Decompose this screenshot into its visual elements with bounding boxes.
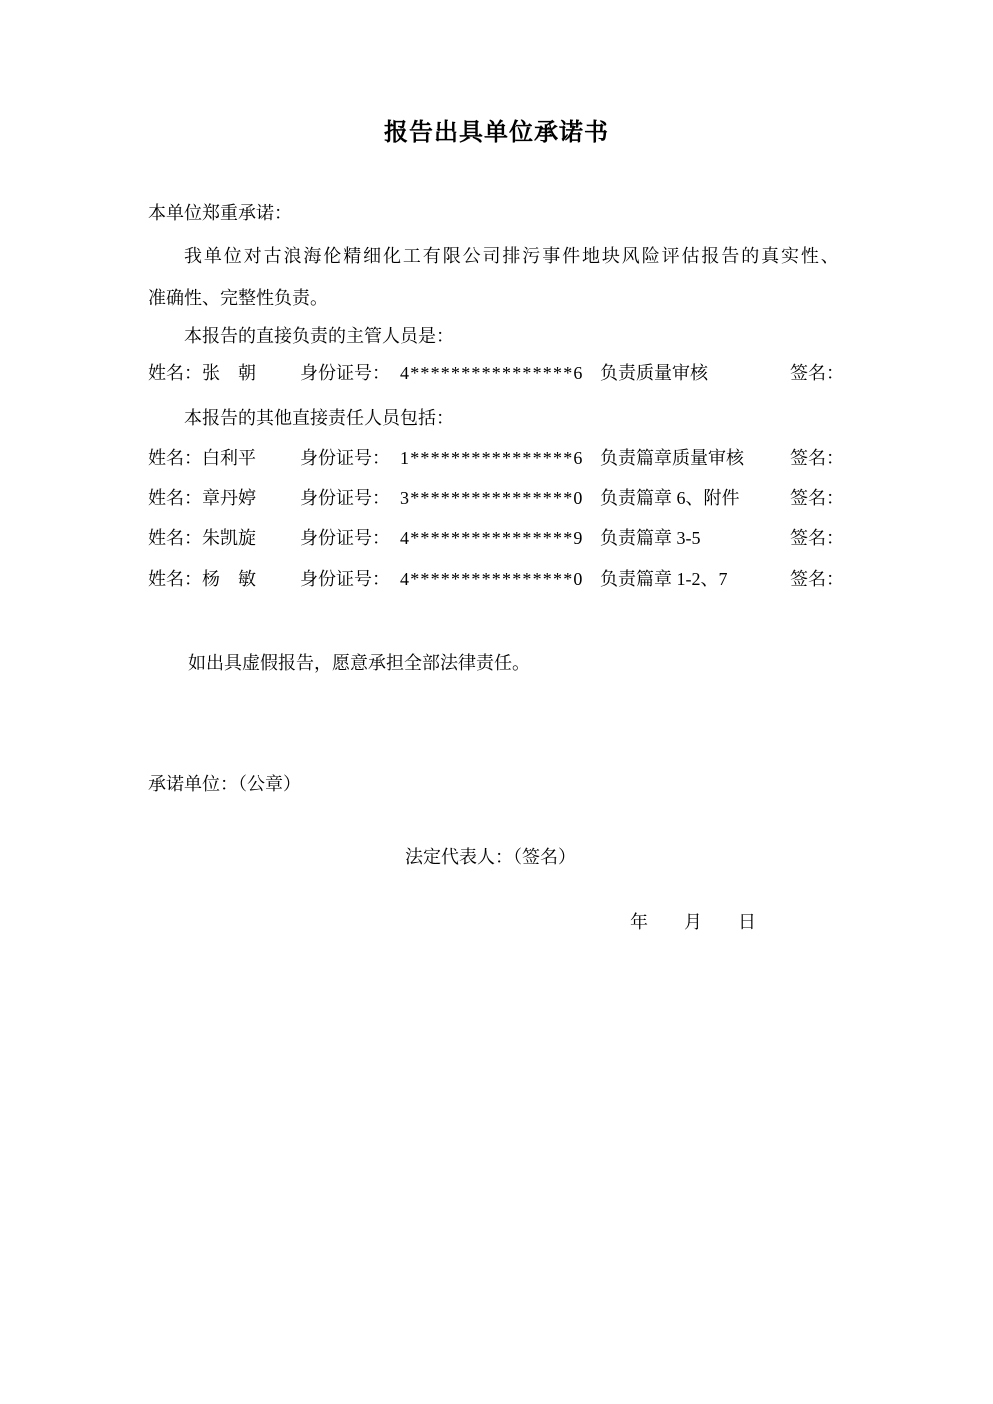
legal-representative-line: 法定代表人：（签名） bbox=[405, 847, 576, 867]
name-label: 姓名： bbox=[148, 528, 202, 548]
name-label: 姓名： bbox=[148, 448, 202, 468]
document-title: 报告出具单位承诺书 bbox=[384, 120, 609, 146]
id-number-label: 身份证号： bbox=[300, 448, 390, 468]
person-name-value: 章丹婷 bbox=[202, 488, 256, 508]
signature-label: 签名： bbox=[790, 528, 844, 548]
personnel-row-supervisor bbox=[148, 362, 845, 384]
id-number-label: 身份证号： bbox=[300, 488, 390, 508]
id-number-value: 4****************0 bbox=[400, 569, 584, 589]
personnel-row-3 bbox=[148, 527, 845, 549]
role-text: 负责篇章质量审核 bbox=[600, 448, 744, 468]
signature-label: 签名： bbox=[790, 363, 844, 383]
statement-line-2: 准确性、完整性负责。 bbox=[148, 288, 328, 308]
role-text: 负责篇章 3-5 bbox=[600, 528, 701, 548]
unit-seal-line: 承诺单位：（公章） bbox=[148, 774, 301, 794]
signature-label: 签名： bbox=[790, 488, 844, 508]
liability-statement: 如出具虚假报告，愿意承担全部法律责任。 bbox=[188, 653, 530, 673]
name-label: 姓名： bbox=[148, 488, 202, 508]
person-name-value: 白利平 bbox=[202, 448, 256, 468]
person-name bbox=[148, 362, 256, 384]
personnel-row-1 bbox=[148, 447, 845, 469]
intro-line: 本单位郑重承诺： bbox=[148, 203, 292, 223]
person-name-value: 张 朝 bbox=[202, 363, 256, 383]
statement-line-1: 我单位对古浪海伦精细化工有限公司排污事件地块风险评估报告的真实性、 bbox=[184, 246, 841, 266]
person-name-value: 朱凯旋 bbox=[202, 528, 256, 548]
person-name-value: 杨 敏 bbox=[202, 569, 256, 589]
role-text: 负责篇章 1-2、7 bbox=[600, 569, 728, 589]
person-name bbox=[148, 568, 256, 590]
id-number-value: 1****************6 bbox=[400, 448, 584, 468]
date-line: 年 月 日 bbox=[630, 912, 756, 932]
name-label: 姓名： bbox=[148, 569, 202, 589]
name-label: 姓名： bbox=[148, 363, 202, 383]
id-number-value: 3****************0 bbox=[400, 488, 584, 508]
supervisor-heading: 本报告的直接负责的主管人员是： bbox=[184, 326, 454, 346]
id-number-label: 身份证号： bbox=[300, 528, 390, 548]
personnel-row-2 bbox=[148, 487, 845, 509]
person-name bbox=[148, 527, 256, 549]
signature-label: 签名： bbox=[790, 448, 844, 468]
person-name bbox=[148, 487, 256, 509]
others-heading: 本报告的其他直接责任人员包括： bbox=[184, 408, 454, 428]
signature-label: 签名： bbox=[790, 569, 844, 589]
id-number-label: 身份证号： bbox=[300, 569, 390, 589]
role-text: 负责质量审核 bbox=[600, 363, 708, 383]
id-number-value: 4****************9 bbox=[400, 528, 584, 548]
personnel-row-4 bbox=[148, 568, 845, 590]
id-number-value: 4****************6 bbox=[400, 363, 584, 383]
person-name bbox=[148, 447, 256, 469]
id-number-label: 身份证号： bbox=[300, 363, 390, 383]
role-text: 负责篇章 6、附件 bbox=[600, 488, 740, 508]
